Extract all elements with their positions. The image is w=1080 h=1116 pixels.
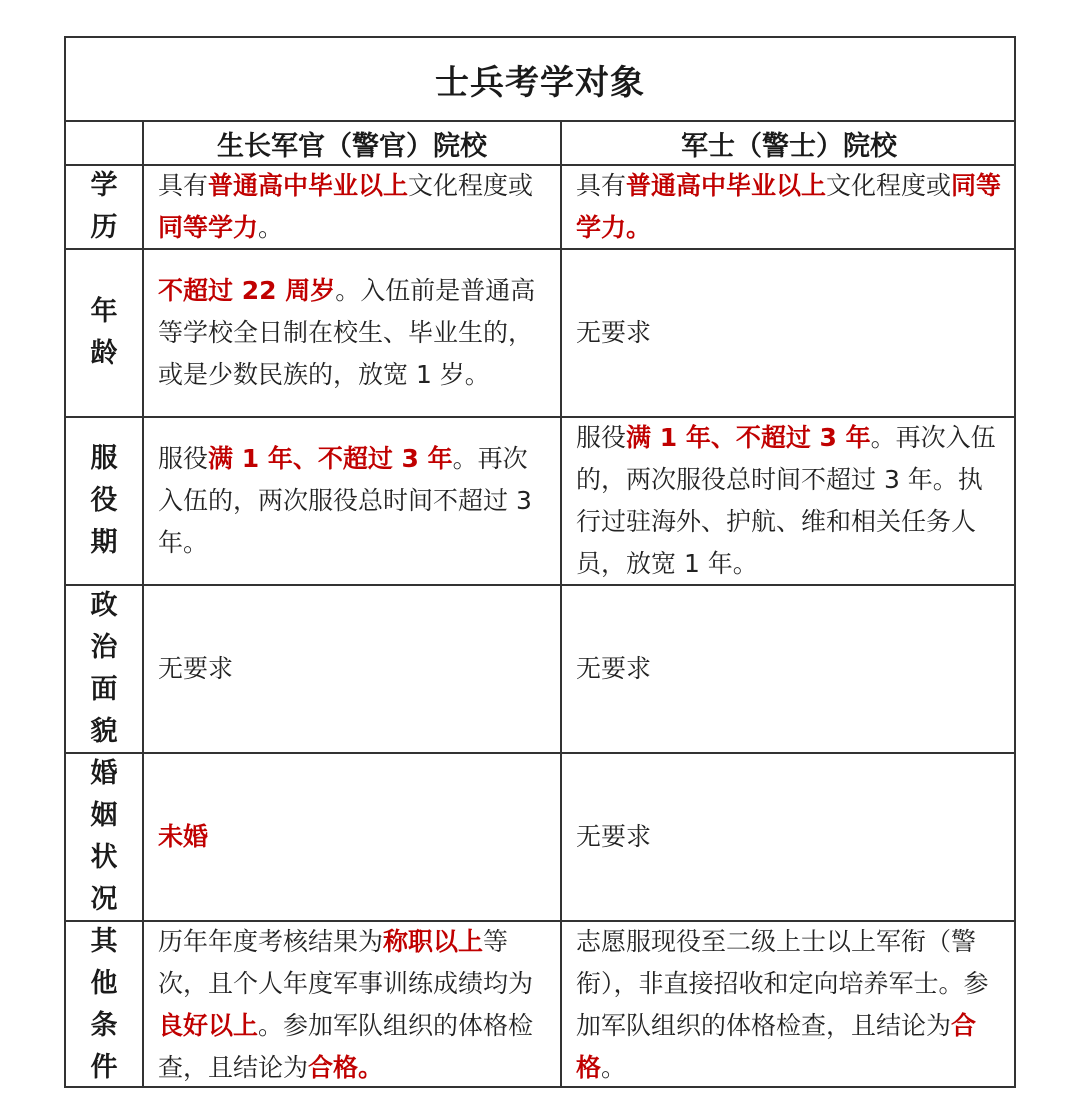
row-label-marital-status <box>66 754 144 920</box>
cell-text <box>576 417 1002 585</box>
cell-text-segment: 等次，且个人年度军事训练成绩均为 <box>158 927 534 998</box>
row-label-service-period <box>66 418 144 584</box>
cell-text <box>158 165 546 249</box>
cell-text-segment: 。参加军队组织的体格检查，且结论为 <box>158 1011 534 1082</box>
cell-text <box>158 921 546 1089</box>
cell-officer-service-period <box>144 418 562 584</box>
row-label-education <box>66 166 144 248</box>
cell-officer-marital-status <box>144 754 562 920</box>
row-label-age <box>66 250 144 416</box>
highlight-text: 同等学力。 <box>576 171 1002 242</box>
row-label-char: 龄 <box>90 338 118 369</box>
row-label-other-conditions <box>66 922 144 1088</box>
highlight-text: 满 1 年、不超过 3 年 <box>208 444 453 473</box>
cell-text <box>576 648 1002 690</box>
table-row <box>66 418 1014 586</box>
row-label-char: 况 <box>90 884 118 915</box>
cell-officer-age <box>144 250 562 416</box>
cell-text-segment: 历年年度考核结果为 <box>158 927 384 956</box>
row-label-char: 貌 <box>90 716 118 747</box>
highlight-text: 合格。 <box>308 1053 384 1082</box>
row-label-char: 姻 <box>90 800 118 831</box>
row-label-char: 条 <box>90 1010 118 1041</box>
cell-text-segment: 服役 <box>576 423 627 452</box>
row-label-char: 他 <box>90 968 118 999</box>
table-row <box>66 250 1014 418</box>
cell-text <box>158 270 546 396</box>
cell-text <box>158 648 546 690</box>
row-label-char: 面 <box>90 674 118 705</box>
cell-text-segment: 。再次入伍的，两次服役总时间不超过 3 年。 <box>158 444 532 557</box>
cell-text-segment: 无要求 <box>576 822 652 851</box>
cell-officer-education <box>144 166 562 248</box>
highlight-text: 普通高中毕业以上 <box>626 171 827 200</box>
cell-text <box>576 816 1002 858</box>
table-row <box>66 586 1014 754</box>
table-row <box>66 166 1014 250</box>
cell-text-segment: 具有 <box>576 171 627 200</box>
highlight-text: 普通高中毕业以上 <box>208 171 409 200</box>
row-label-char: 年 <box>90 296 118 327</box>
row-label-char: 政 <box>90 590 118 621</box>
row-label-char: 历 <box>90 212 118 243</box>
highlight-text: 满 1 年、不超过 3 年 <box>626 423 871 452</box>
cell-text-segment: 文化程度或 <box>408 171 534 200</box>
cell-text-segment: 无要求 <box>576 654 652 683</box>
cell-nco-service-period <box>562 418 1014 584</box>
highlight-text: 不超过 22 周岁 <box>158 276 336 305</box>
row-label-char: 婚 <box>90 758 118 789</box>
cell-text-segment: 无要求 <box>158 654 234 683</box>
cell-nco-age <box>562 250 1014 416</box>
cell-text-segment: 无要求 <box>576 318 652 347</box>
header-officer-schools: 生长军官（警官）院校 <box>144 122 562 164</box>
cell-nco-marital-status <box>562 754 1014 920</box>
highlight-text: 合格 <box>576 1011 977 1082</box>
cell-nco-political-status <box>562 586 1014 752</box>
cell-text <box>576 165 1002 249</box>
table-title: 士兵考学对象 <box>66 38 1014 122</box>
table-row <box>66 922 1014 1088</box>
cell-text-segment: 志愿服现役至二级上士以上军衔（警衔），非直接招收和定向培养军士。参加军队组织的体格检查，且结论为 <box>576 927 989 1040</box>
cell-officer-other-conditions <box>144 922 562 1088</box>
cell-officer-political-status <box>144 586 562 752</box>
row-label-char: 状 <box>90 842 118 873</box>
cell-text <box>576 921 1002 1089</box>
row-label-char: 治 <box>90 632 118 663</box>
row-label-char: 役 <box>90 485 118 516</box>
header-corner-cell <box>66 122 144 164</box>
cell-text <box>576 312 1002 354</box>
conditions-table <box>64 36 1016 1088</box>
row-label-char: 件 <box>90 1052 118 1083</box>
highlight-text: 良好以上 <box>158 1011 259 1040</box>
row-label-char: 期 <box>90 527 118 558</box>
cell-nco-other-conditions <box>562 922 1014 1088</box>
header-row <box>66 122 1014 166</box>
cell-nco-education <box>562 166 1014 248</box>
row-label-char: 学 <box>90 170 118 201</box>
highlight-text: 同等学力 <box>158 213 259 242</box>
cell-text-segment: 服役 <box>158 444 209 473</box>
table-row <box>66 754 1014 922</box>
cell-text <box>158 816 546 858</box>
highlight-text: 称职以上 <box>383 927 484 956</box>
cell-text-segment: 。 <box>258 213 284 242</box>
cell-text-segment: 。 <box>601 1053 627 1082</box>
cell-text <box>158 438 546 564</box>
cell-text-segment: 具有 <box>158 171 209 200</box>
row-label-political-status <box>66 586 144 752</box>
row-label-char: 其 <box>90 926 118 957</box>
highlight-text: 未婚 <box>158 822 209 851</box>
header-nco-schools: 军士（警士）院校 <box>681 130 897 162</box>
row-label-char: 服 <box>90 443 118 474</box>
cell-text-segment: 。再次入伍的，两次服役总时间不超过 3 年。执行过驻海外、护航、维和相关任务人员，放宽 1 年。 <box>576 423 996 578</box>
cell-text-segment: 。入伍前是普通高等学校全日制在校生、毕业生的，或是少数民族的，放宽 1 岁。 <box>158 276 536 389</box>
cell-text-segment: 文化程度或 <box>826 171 952 200</box>
